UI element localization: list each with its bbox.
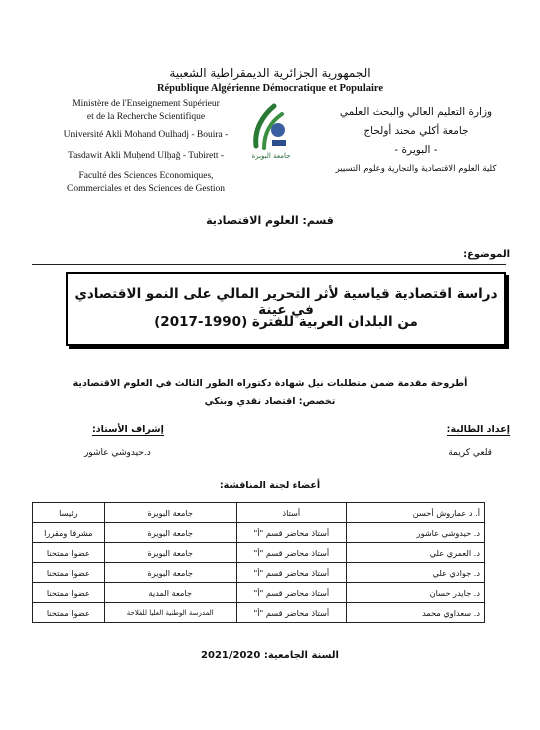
jury-rank: أستاذ محاضر قسم "أ" — [236, 563, 346, 583]
jury-rank: أستاذ محاضر قسم "أ" — [236, 523, 346, 543]
jury-university: المدرسة الوطنية العليا للفلاحة — [104, 603, 236, 623]
jury-university: جامعة البويرة — [104, 543, 236, 563]
republic-arabic: الجمهورية الجزائرية الديمقراطية الشعبية — [169, 66, 371, 80]
jury-role: عضوا ممتحنا — [33, 543, 105, 563]
jury-role: عضوا ممتحنا — [33, 603, 105, 623]
jury-rank: أستاذ محاضر قسم "أ" — [236, 583, 346, 603]
jury-name: د. جوادي علي — [346, 563, 484, 583]
jury-title: أعضاء لجنة المناقشة: — [219, 480, 321, 491]
institution-arabic — [318, 106, 514, 176]
jury-rank: أستاذ محاضر قسم "أ" — [236, 603, 346, 623]
academic-year: السنة الجامعية: 2021/2020 — [201, 650, 339, 661]
university-berber-line: Tasdawit Akli Muḥend Ulḥağ - Tubirett - — [67, 151, 225, 161]
jury-role: عضوا ممتحنا — [33, 583, 105, 603]
ministry-line-1: Ministère de l'Enseignement Supérieur — [72, 99, 220, 109]
supervisor-name: د.حيدوشي عاشور — [84, 448, 151, 458]
subject-divider — [32, 264, 506, 265]
thesis-description: أطروحة مقدمة ضمن متطلبات نيل شهادة دكتوراه الطور الثالث في العلوم الاقتصادية — [72, 378, 468, 389]
republic-french: République Algérienne Démocratique et Populaire — [156, 83, 384, 94]
table-row — [33, 563, 485, 583]
table-row — [33, 603, 485, 623]
table-row — [33, 523, 485, 543]
jury-university: جامعة البويرة — [104, 523, 236, 543]
jury-name: أ. د عماروش أحسن — [346, 503, 484, 523]
subject-label: الموضوع: — [463, 249, 510, 260]
university-logo — [248, 100, 294, 164]
jury-name: د. حيدوشي عاشور — [346, 523, 484, 543]
jury-rank: أستاذ محاضر قسم "أ" — [236, 543, 346, 563]
university-arabic: جامعة أكلي محند أولحاج — [363, 125, 469, 137]
table-row — [33, 503, 485, 523]
faculty-line-2: Commerciales et des Sciences de Gestion — [66, 184, 226, 194]
jury-role: رئيسا — [33, 503, 105, 523]
department: قسم: العلوم الاقتصادية — [206, 214, 334, 227]
title-line-2: من البلدان العربية للفترة (1990-2017) — [154, 314, 418, 330]
institution-french — [56, 98, 236, 196]
jury-university: جامعة البويرة — [104, 563, 236, 583]
jury-role: مشرفا ومقررا — [33, 523, 105, 543]
table-row — [33, 583, 485, 603]
jury-name: د. جايدر حسان — [346, 583, 484, 603]
title-line-1: دراسة اقتصادية قياسية لأثر التحرير المالي على النمو الاقتصادي في عينة — [74, 286, 498, 318]
jury-name: د. سعداوي محمد — [346, 603, 484, 623]
university-line: Université Akli Mohand Oulhadj - Bouira - — [63, 130, 229, 140]
student-name: قلعي كريمة — [448, 448, 492, 458]
ministry-line-2: et de la Recherche Scientifique — [86, 112, 206, 122]
specialization: تخصص: اقتصاد نقدي وبنكي — [204, 396, 336, 407]
faculty-line-1: Faculté des Sciences Economiques, — [78, 171, 214, 181]
supervisor-label: إشراف الأستاذ: — [92, 424, 164, 435]
jury-rank: أستاذ — [236, 503, 346, 523]
thesis-title-box — [66, 272, 506, 346]
jury-university: جامعة البويرة — [104, 503, 236, 523]
city-arabic: - البويرة - — [394, 144, 438, 156]
jury-university: جامعة المدية — [104, 583, 236, 603]
jury-table — [32, 502, 485, 623]
student-label: إعداد الطالبة: — [446, 424, 510, 435]
ministry-arabic: وزارة التعليم العالي والبحث العلمي — [339, 106, 493, 118]
faculty-arabic: كلية العلوم الاقتصادية والتجارية وعلوم التسيير — [335, 164, 497, 174]
jury-name: د. العمري علي — [346, 543, 484, 563]
logo-caption: جامعة البويرة — [251, 152, 291, 160]
table-row — [33, 543, 485, 563]
jury-role: عضوا ممتحنا — [33, 563, 105, 583]
